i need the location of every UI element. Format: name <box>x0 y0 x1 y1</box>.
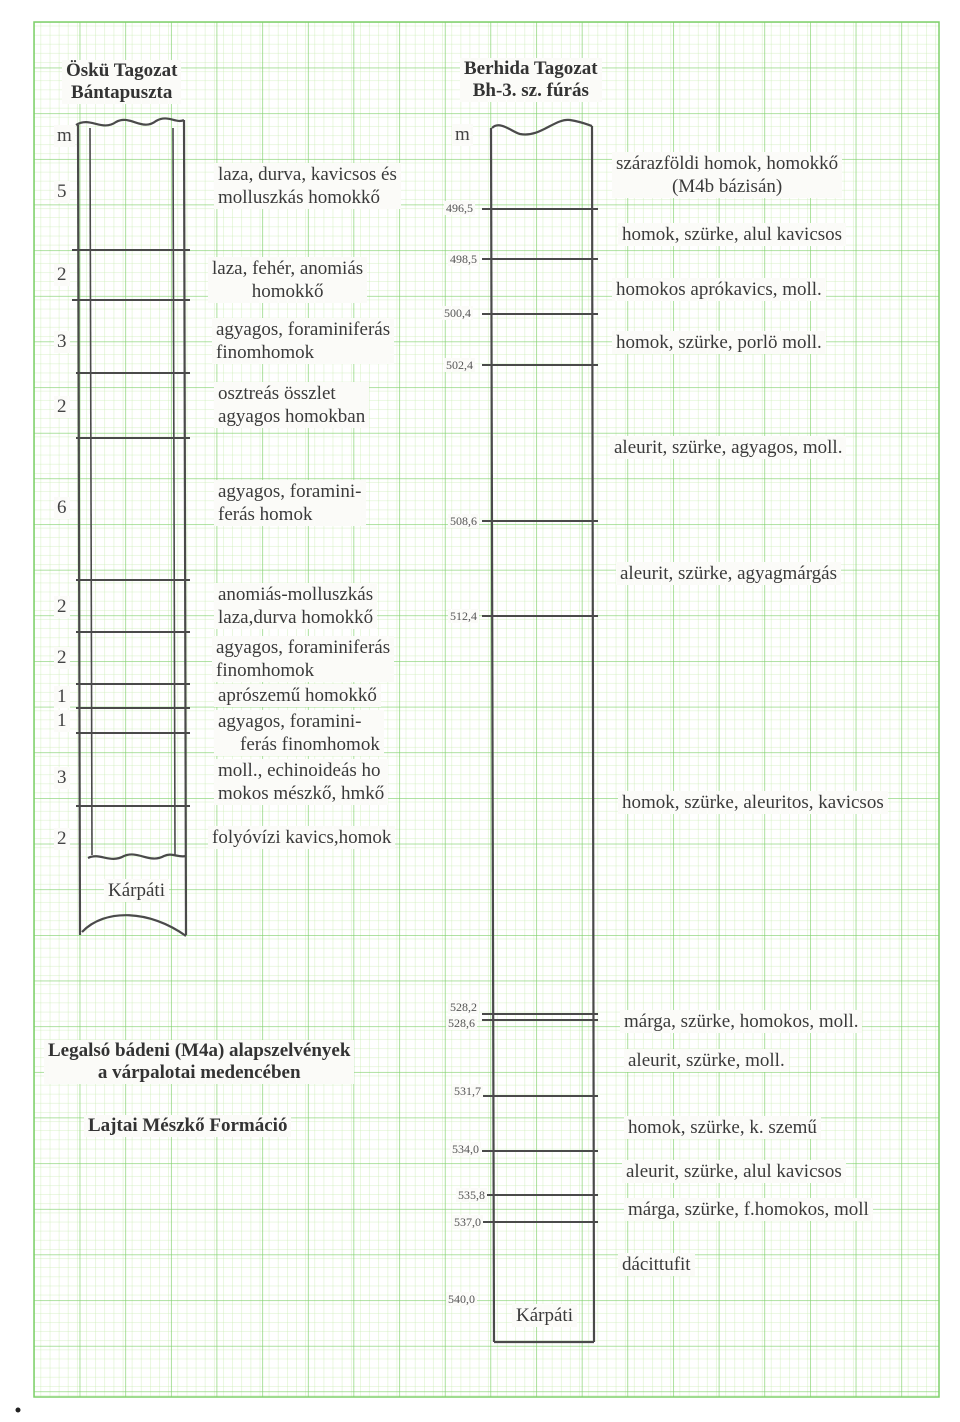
left-bottom-label: Kárpáti <box>104 879 169 902</box>
left-layer-label: laza, durva, kavicsos és molluszkás homokkő <box>214 163 401 209</box>
depth-label: 537,0 <box>454 1215 481 1229</box>
left-layer-label: anomiás-molluszkás laza,durva homokkő <box>214 583 377 629</box>
depth-label: 500,4 <box>444 306 471 320</box>
left-title <box>62 60 181 104</box>
left-thickness: 2 <box>54 264 70 286</box>
left-layer-label: agyagos, foramini- ferás homok <box>214 480 366 526</box>
left-title-line2: Bántapuszta <box>71 82 173 103</box>
left-layer-label: laza, fehér, anomiás homokkő <box>208 257 367 303</box>
left-layer-label: agyagos, foraminiferás finomhomok <box>212 636 394 682</box>
left-thickness: 2 <box>54 596 70 618</box>
left-layer-label: moll., echinoideás ho mokos mészkő, hmkő <box>214 759 388 805</box>
left-layer-label: aprószemű homokkő <box>214 684 381 707</box>
left-unit-label: m <box>54 125 75 147</box>
left-thickness: 1 <box>54 710 70 732</box>
caption-formation: Lajtai Mészkő Formáció <box>84 1115 291 1137</box>
right-layer-label: aleurit, szürke, alul kavicsos <box>622 1160 846 1183</box>
left-thickness: 5 <box>54 181 70 203</box>
right-layer-label: aleurit, szürke, agyagos, moll. <box>610 436 846 459</box>
caption-title <box>44 1040 354 1084</box>
left-thickness: 2 <box>54 396 70 418</box>
right-layer-label: homok, szürke, porlö moll. <box>612 331 826 354</box>
left-thickness: 6 <box>54 497 70 519</box>
caption-line1: Legalsó bádeni (M4a) alapszelvények <box>48 1040 351 1061</box>
depth-label: 534,0 <box>452 1142 479 1156</box>
right-bottom-label: Kárpáti <box>512 1304 577 1327</box>
depth-label: 498,5 <box>450 252 477 266</box>
right-title <box>460 58 602 102</box>
right-layer-label: márga, szürke, homokos, moll. <box>620 1010 862 1033</box>
left-thickness: 3 <box>54 767 70 789</box>
left-layer-label: folyóvízi kavics,homok <box>208 826 395 849</box>
caption-line2: a várpalotai medencében <box>97 1062 301 1083</box>
right-title-line1: Berhida Tagozat <box>464 58 598 79</box>
depth-label: 512,4 <box>450 609 477 623</box>
left-layer-label: agyagos, foraminiferás finomhomok <box>212 318 394 364</box>
left-layer-label: osztreás összlet agyagos homokban <box>214 382 369 428</box>
depth-label: 540,0 <box>448 1292 475 1306</box>
depth-label: 528,6 <box>448 1016 475 1030</box>
depth-label: 535,8 <box>458 1188 485 1202</box>
left-thickness: 2 <box>54 647 70 669</box>
right-layer-label: homokos aprókavics, moll. <box>612 278 826 301</box>
right-layer-label: aleurit, szürke, moll. <box>624 1049 789 1072</box>
left-thickness: 2 <box>54 828 70 850</box>
depth-label: 528,2 <box>450 1000 477 1014</box>
right-title-line2: Bh-3. sz. fúrás <box>472 80 589 101</box>
right-layer-label: homok, szürke, aleuritos, kavicsos <box>618 791 888 814</box>
depth-label: 496,5 <box>446 201 473 215</box>
depth-label: 531,7 <box>454 1084 481 1098</box>
left-layer-label: agyagos, foramini- ferás finomhomok <box>214 710 384 756</box>
right-layer-label: aleurit, szürke, agyagmárgás <box>616 562 841 585</box>
depth-label: 502,4 <box>446 358 473 372</box>
right-layer-label: dácittufit <box>618 1253 695 1276</box>
right-layer-label: homok, szürke, alul kavicsos <box>618 223 846 246</box>
left-thickness: 1 <box>54 686 70 708</box>
left-thickness: 3 <box>54 331 70 353</box>
right-layer-label: homok, szürke, k. szemű <box>624 1116 821 1139</box>
right-layer-label: szárazföldi homok, homokkő (M4b bázisán) <box>612 152 842 198</box>
right-unit-label: m <box>452 124 473 146</box>
depth-label: 508,6 <box>450 514 477 528</box>
right-layer-label: márga, szürke, f.homokos, moll <box>624 1198 873 1221</box>
left-title-line1: Öskü Tagozat <box>66 60 178 81</box>
